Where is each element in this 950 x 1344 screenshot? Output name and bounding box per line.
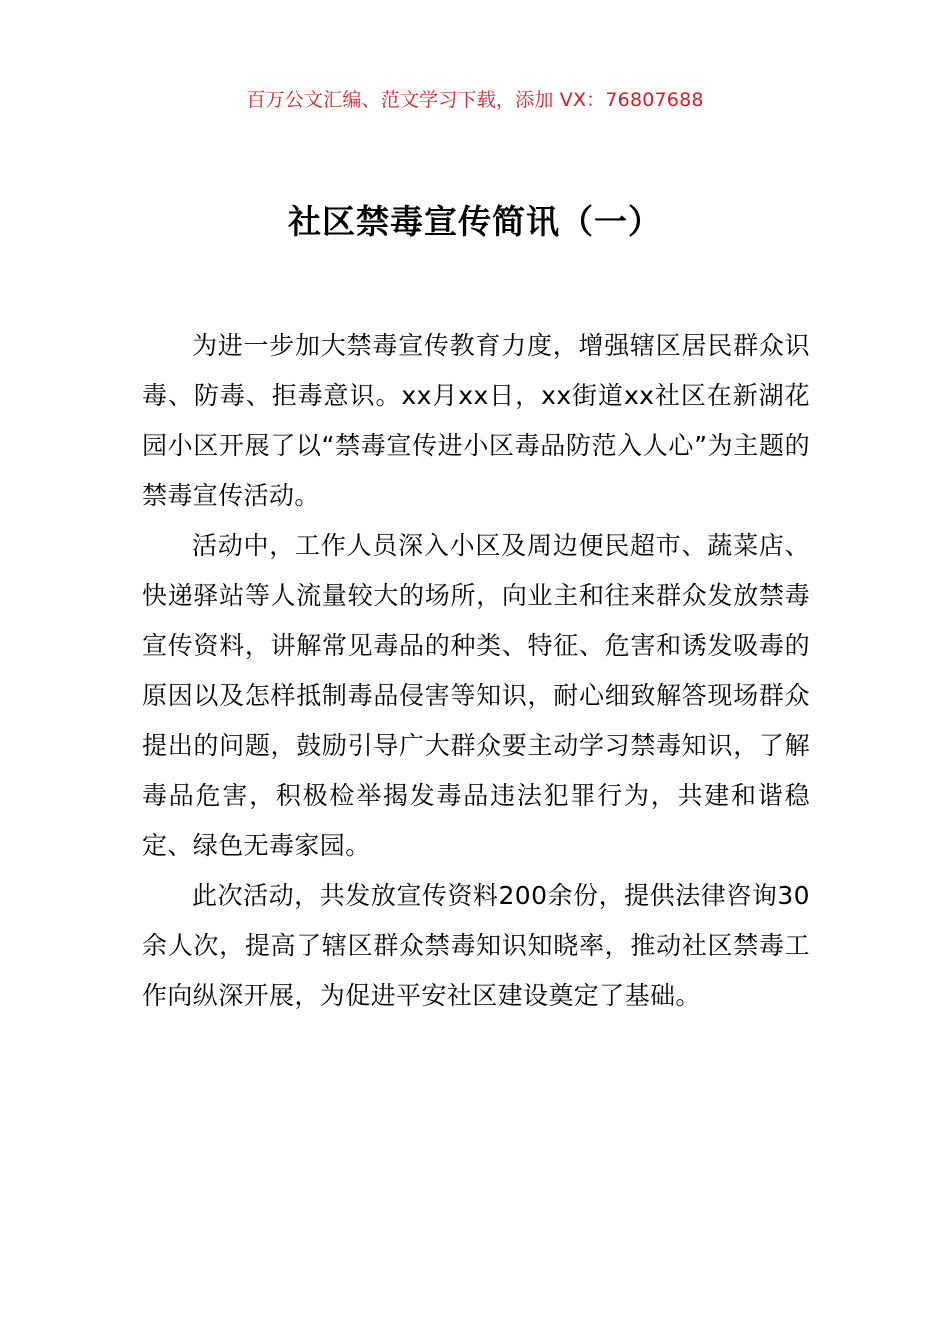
paragraph-results: 此次活动，共发放宣传资料200余份，提供法律咨询30余人次，提高了辖区群众禁毒知识知晓率，推动社区禁毒工作向纵深开展，为促进平安社区建设奠定了基础。: [142, 881, 810, 1010]
paragraph-intro: 为进一步加大禁毒宣传教育力度，增强辖区居民群众识毒、防毒、拒毒意识。xx月xx日，xx街道xx社区在新湖花园小区开展了以“禁毒宣传进小区毒品防范入人心”为主题的禁毒宣传活动。: [142, 331, 810, 510]
document-title: 社区禁毒宣传简讯（一）: [288, 202, 662, 241]
header-promo-note: 百万公文汇编、范文学习下载，添加 VX：76807688: [246, 89, 704, 111]
document-body: [142, 321, 810, 1021]
paragraph-activity: 活动中，工作人员深入小区及周边便民超市、蔬菜店、快递驿站等人流量较大的场所，向业主和往来群众发放禁毒宣传资料，讲解常见毒品的种类、特征、危害和诱发吸毒的原因以及怎样抵制毒品侵害等知识，耐心细致解答现场群众提出的问题，鼓励引导广大群众要主动学习禁毒知识，了解毒品危害，积极检举揭发毒品违法犯罪行为，共建和谐稳定、绿色无毒家园。: [142, 531, 810, 860]
